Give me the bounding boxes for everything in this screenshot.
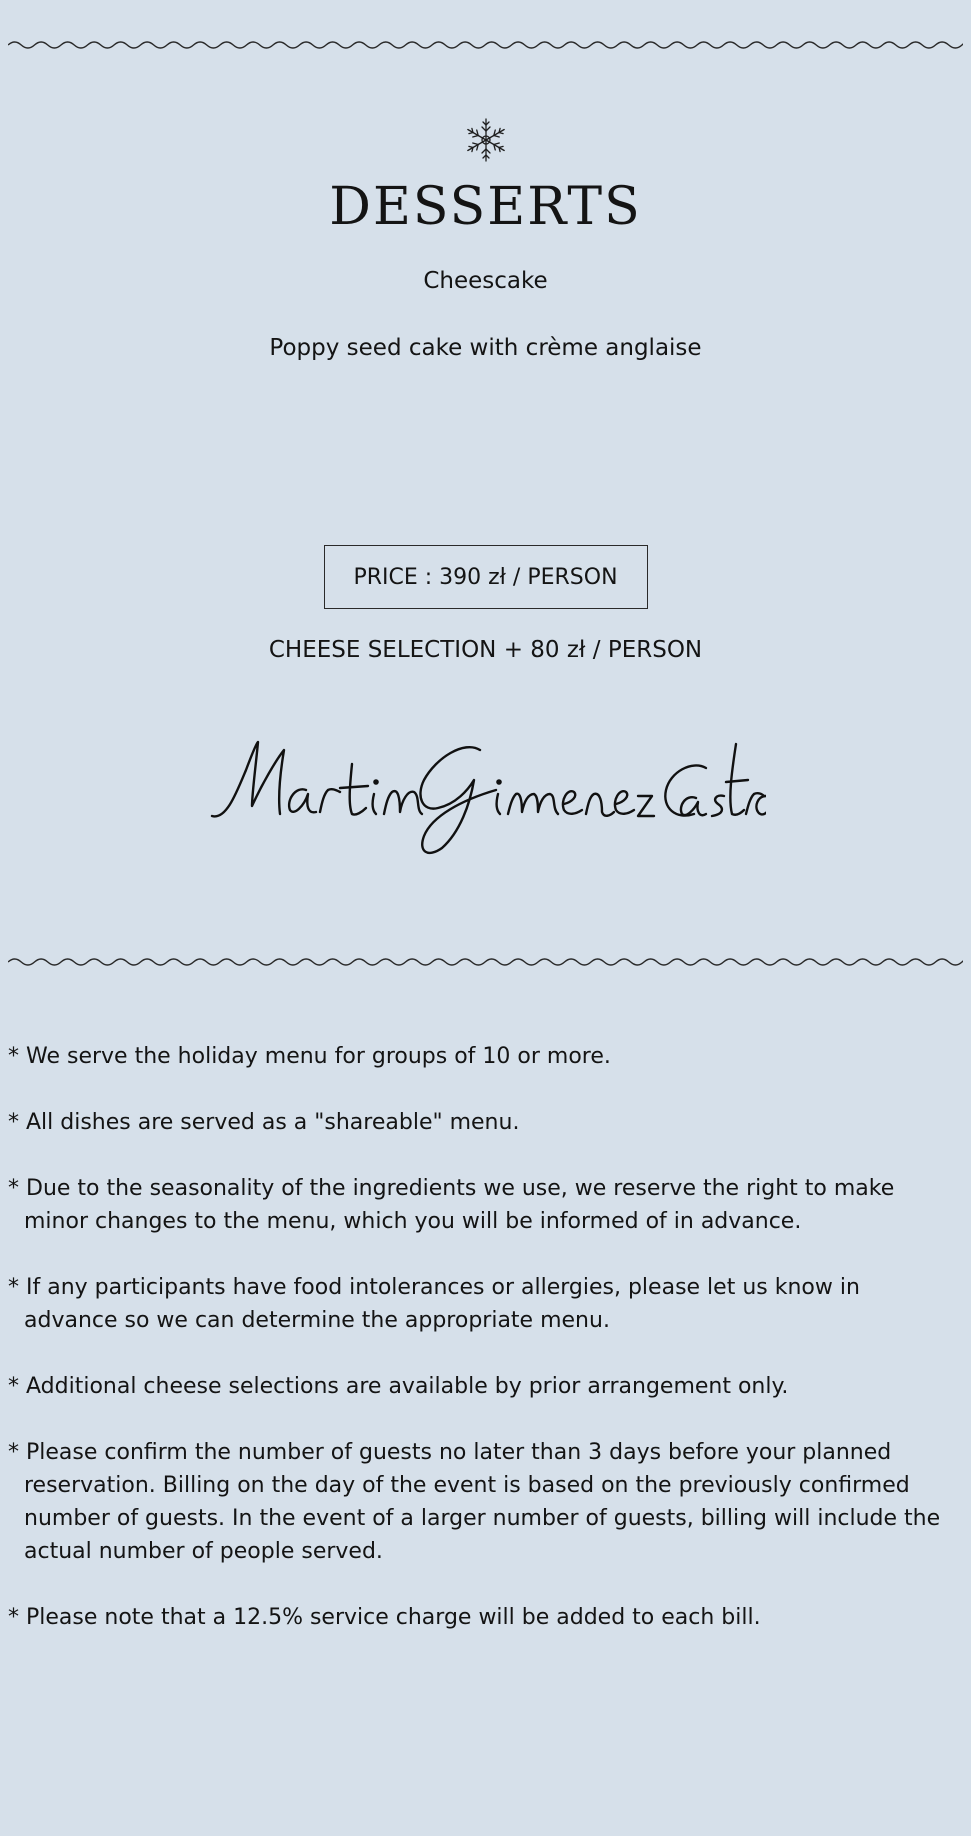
note-item: * If any participants have food intolerances or allergies, please let us know in advance so we can determine the appropriate menu.: [8, 1271, 958, 1337]
note-item: * Additional cheese selections are available by prior arrangement only.: [8, 1370, 958, 1403]
cheese-selection-extra: CHEESE SELECTION + 80 zł / PERSON: [268, 637, 703, 663]
note-item: * Please confirm the number of guests no later than 3 days before your planned reservation. Billing on the day of the event is based on the previously confirmed number of guests. In the event of a larger number of guests, billing will include the actual number of people served.: [8, 1436, 958, 1568]
notes-list: [8, 1040, 958, 1667]
note-item: * Please note that a 12.5% service charge will be added to each bill.: [8, 1601, 958, 1634]
note-item: * We serve the holiday menu for groups of 10 or more.: [8, 1040, 958, 1073]
dish-item: Poppy seed cake with crème anglaise: [269, 335, 702, 361]
snowflake-icon: [0, 116, 971, 168]
dish-item: Cheescake: [423, 268, 548, 294]
page-title: DESSERTS: [329, 177, 642, 237]
note-item: * Due to the seasonality of the ingredients we use, we reserve the right to make minor changes to the menu, which you will be informed of in advance.: [8, 1172, 958, 1238]
price-box: PRICE : 390 zł / PERSON: [324, 545, 648, 609]
note-item: * All dishes are served as a "shareable" menu.: [8, 1106, 958, 1139]
top-wave-divider: [8, 38, 963, 52]
chef-signature: [0, 724, 971, 868]
price-section: [0, 545, 971, 609]
bottom-wave-divider: [8, 955, 963, 969]
